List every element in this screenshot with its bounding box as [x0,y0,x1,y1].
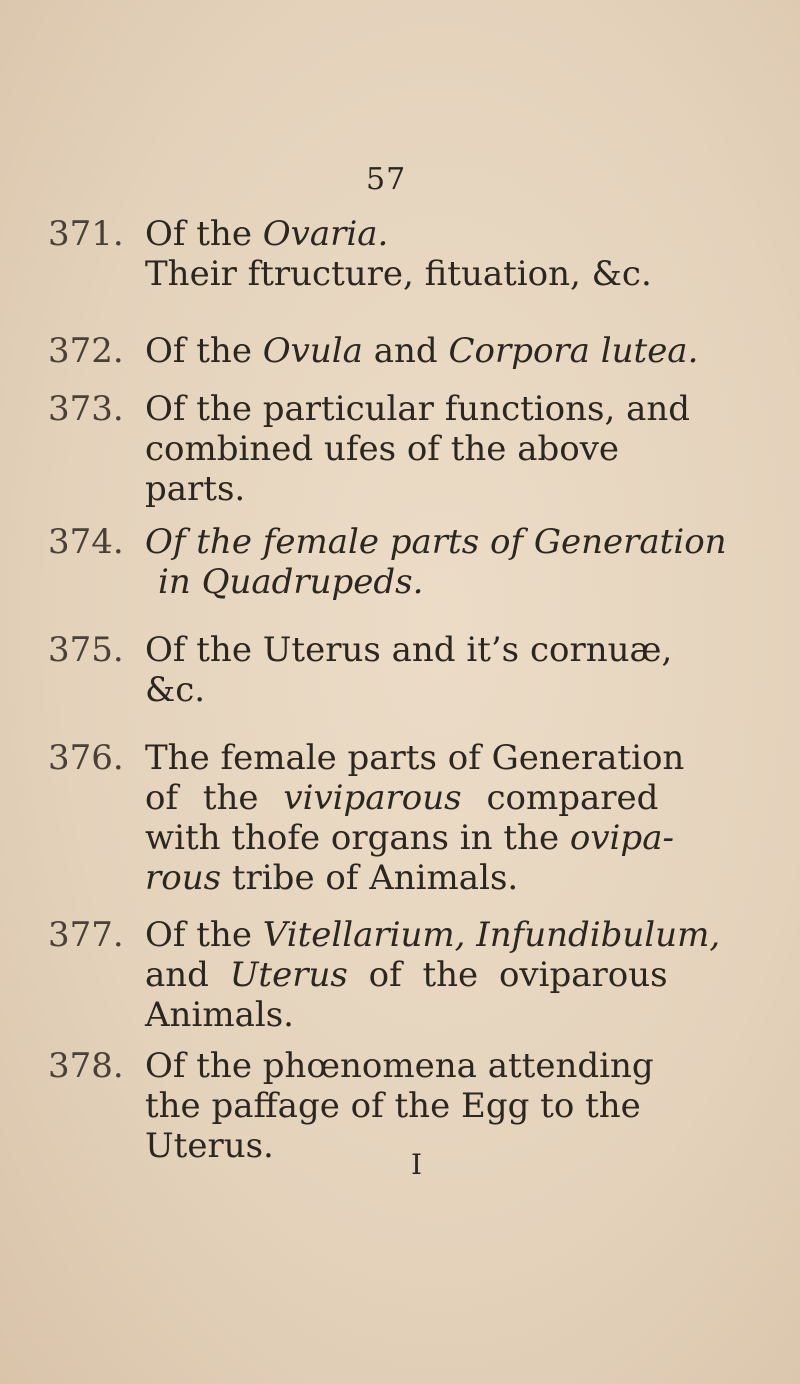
entry-377: 377. Of the Vitellarium, Infundibulum, and Uterus of the oviparous Animals. [48,915,788,1035]
entry-378: 378. Of the phœnomena attending the paffage of the Egg to the Uterus. [48,1046,788,1166]
entry-375: 375. Of the Uterus and it’s cornuæ, &c. [48,630,788,710]
entry-371: 371. Of the Ovaria. Their ftructure, fituation, &c. [48,214,788,294]
entry-number: 378. [48,1046,124,1086]
entry-text: parts. [145,469,246,509]
entry-number: 371. [48,214,124,254]
entry-text: combined ufes of the above [145,429,620,469]
entry-text: the paffage of the Egg to the [145,1086,641,1126]
entry-text: in Quadrupeds. [158,562,424,602]
entry-376: 376. The female parts of Generation of the viviparous compared with thofe organs in the ovipa- rous tribe of Animals. [48,738,685,898]
entry-text: Uterus. [145,1126,274,1166]
entry-374: 374. Of the female parts of Generation in Quadrupeds. [48,522,727,602]
entry-373: 373. Of the particular functions, and combined ufes of the above parts. [48,389,788,509]
entry-number: 376. [48,738,124,778]
entry-number: 377. [48,915,124,955]
entry-number: 375. [48,630,124,670]
entry-number: 372. [48,331,124,371]
entry-number: 374. [48,522,124,562]
signature-mark: I [411,1148,423,1181]
entry-text: Animals. [145,995,294,1035]
entry-text: &c. [145,670,206,710]
page-number: 57 [366,162,407,197]
entry-text: Their ftructure, fituation, &c. [145,254,652,294]
entry-372: 372. Of the Ovula and Corpora lutea. [48,331,699,371]
entry-number: 373. [48,389,124,429]
